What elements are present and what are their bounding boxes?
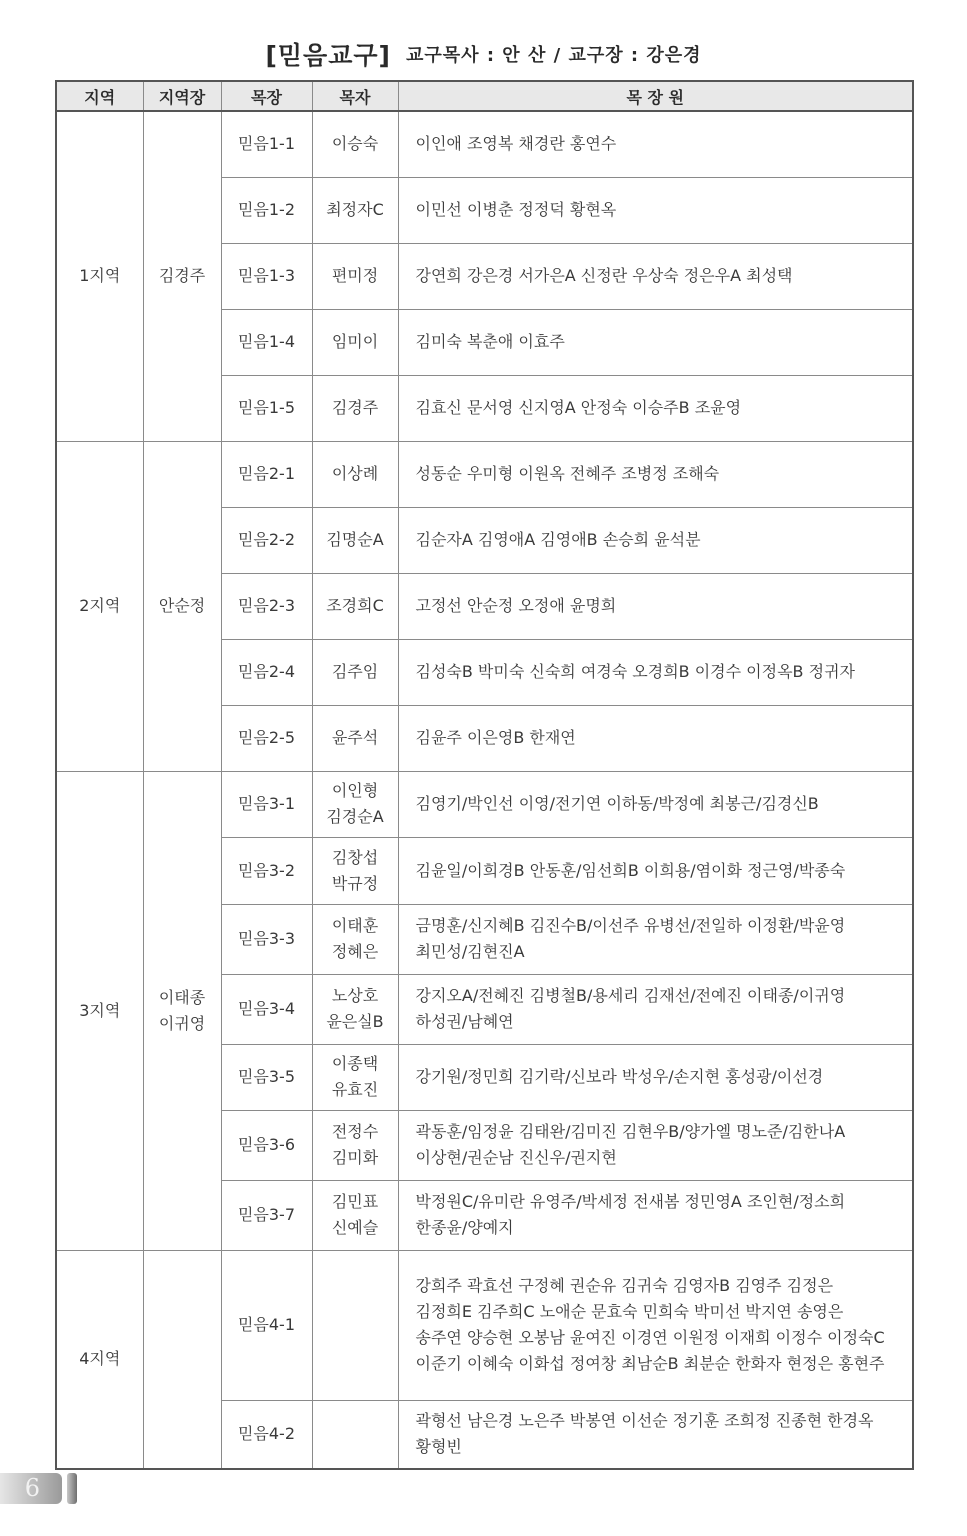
members-line: 김윤일/이희경B 안동훈/임선희B 이희용/염이화 정근영/박종숙 — [415, 860, 846, 880]
members-line: 이준기 이혜숙 이화섭 정여창 최남순B 최분순 한화자 현정은 홍현주 — [415, 1354, 885, 1373]
shepherd-name: 정혜은 — [331, 942, 379, 961]
shepherd-cell — [312, 1110, 398, 1180]
region-cell: 4지역 — [56, 1250, 143, 1469]
members-line: 강희주 곽효선 구정혜 권순유 김귀숙 김영자B 김영주 김정은 — [415, 1276, 834, 1295]
members-cell: 김미숙 복춘애 이효주 — [398, 309, 913, 375]
members-cell: 이인애 조영복 채경란 홍연수 — [398, 111, 913, 177]
members-cell: 김순자A 김영애A 김영애B 손승희 윤석분 — [398, 507, 913, 573]
members-cell: 강연희 강은경 서가은A 신정란 우상숙 정은우A 최성택 — [398, 243, 913, 309]
group-cell: 믿음3-3 — [221, 904, 312, 974]
group-cell: 믿음3-4 — [221, 974, 312, 1044]
group-cell: 믿음4-2 — [221, 1400, 312, 1469]
shepherd-cell: 편미정 — [312, 243, 398, 309]
members-cell — [398, 1400, 913, 1469]
shepherd-cell: 윤주석 — [312, 705, 398, 771]
members-cell: 성동순 우미형 이원옥 전혜주 조병정 조해숙 — [398, 441, 913, 507]
members-line: 강기원/정민희 김기락/신보라 박성우/손지현 홍성광/이선경 — [415, 1067, 824, 1086]
region-leader-name: 이귀영 — [158, 1013, 206, 1033]
group-cell: 믿음3-2 — [221, 837, 312, 904]
shepherd-cell — [312, 1400, 398, 1469]
members-line: 이상현/권순남 진신우/권지현 — [415, 1148, 617, 1167]
column-header-group: 목장 — [221, 81, 312, 111]
members-cell: 김효신 문서영 신지영A 안정숙 이승주B 조윤영 — [398, 375, 913, 441]
shepherd-cell — [312, 1044, 398, 1110]
members-line: 최민성/김현진A — [415, 942, 525, 961]
members-cell — [398, 1180, 913, 1250]
group-cell: 믿음2-3 — [221, 573, 312, 639]
members-line: 김정희E 김주희C 노애순 문효숙 민희숙 박미선 박지연 송영은 — [415, 1302, 844, 1321]
members-line: 한종윤/양예지 — [415, 1218, 514, 1237]
page-header — [0, 36, 967, 72]
table-header-row — [56, 81, 913, 111]
shepherd-cell: 최정자C — [312, 177, 398, 243]
region-leader-cell — [143, 1250, 221, 1469]
region-cell: 3지역 — [56, 771, 143, 1250]
shepherd-cell — [312, 837, 398, 904]
shepherd-name: 이태훈 — [331, 916, 379, 935]
region-leader-cell: 김경주 — [143, 111, 221, 441]
region-leader-cell: 안순정 — [143, 441, 221, 771]
group-cell: 믿음2-5 — [221, 705, 312, 771]
shepherd-cell: 이승숙 — [312, 111, 398, 177]
shepherd-name: 노상호 — [331, 986, 379, 1005]
members-cell — [398, 1110, 913, 1180]
column-header-shepherd: 목자 — [312, 81, 398, 111]
roster-table — [55, 80, 914, 1470]
table-row — [56, 441, 913, 507]
group-cell: 믿음3-5 — [221, 1044, 312, 1110]
shepherd-cell: 조경희C — [312, 573, 398, 639]
page-number: 6 — [24, 1474, 40, 1502]
members-cell — [398, 771, 913, 837]
group-cell: 믿음2-4 — [221, 639, 312, 705]
group-cell: 믿음1-3 — [221, 243, 312, 309]
shepherd-cell — [312, 904, 398, 974]
members-line: 하성권/남혜연 — [415, 1012, 514, 1031]
shepherd-name: 신예슬 — [331, 1218, 379, 1237]
shepherd-name: 김경순A — [326, 807, 384, 826]
shepherd-name: 이인형 — [331, 781, 379, 800]
shepherd-cell — [312, 974, 398, 1044]
members-line: 김영기/박인선 이영/전기연 이하동/박정예 최봉근/김경신B — [415, 794, 819, 813]
shepherd-name: 김미화 — [331, 1148, 379, 1167]
members-cell — [398, 837, 913, 904]
region-leader-name: 이태종 — [158, 987, 206, 1007]
column-header-region: 지역 — [56, 81, 143, 111]
members-cell: 이민선 이병춘 정정덕 황현옥 — [398, 177, 913, 243]
group-cell: 믿음3-7 — [221, 1180, 312, 1250]
members-cell — [398, 904, 913, 974]
shepherd-cell: 김주임 — [312, 639, 398, 705]
region-cell: 2지역 — [56, 441, 143, 771]
members-cell — [398, 974, 913, 1044]
district-subtitle: 교구목사 : 안 산 / 교구장 : 강은경 — [406, 45, 702, 66]
shepherd-name: 윤은실B — [326, 1012, 384, 1031]
group-cell: 믿음1-1 — [221, 111, 312, 177]
shepherd-cell — [312, 1250, 398, 1400]
page-number-tab — [0, 1473, 62, 1504]
table-row — [56, 111, 913, 177]
members-line: 박정원C/유미란 유영주/박세정 전새봄 정민영A 조인현/정소희 — [415, 1192, 846, 1211]
shepherd-name: 박규정 — [331, 873, 379, 893]
shepherd-cell: 이상례 — [312, 441, 398, 507]
shepherd-name: 김창섭 — [331, 847, 379, 867]
members-line: 송주연 양승현 오봉남 윤여진 이경연 이원정 이재희 이정수 이정숙C — [415, 1328, 885, 1347]
column-header-region-leader: 지역장 — [143, 81, 221, 111]
members-cell — [398, 1044, 913, 1110]
members-cell: 김성숙B 박미숙 신숙희 여경숙 오경희B 이경수 이정옥B 정귀자 — [398, 639, 913, 705]
shepherd-name: 이종택 — [331, 1054, 379, 1073]
shepherd-cell: 김경주 — [312, 375, 398, 441]
table-row — [56, 1250, 913, 1400]
column-header-members: 목 장 원 — [398, 81, 913, 111]
group-cell: 믿음2-1 — [221, 441, 312, 507]
members-line: 곽형선 남은경 노은주 박봉연 이선순 정기훈 조희정 진종현 한경옥 — [415, 1411, 874, 1431]
shepherd-name: 전정수 — [331, 1122, 379, 1141]
group-cell: 믿음1-5 — [221, 375, 312, 441]
members-cell: 고정선 안순정 오정애 윤명희 — [398, 573, 913, 639]
members-line: 금명훈/신지혜B 김진수B/이선주 유병선/전일하 이정환/박윤영 — [415, 916, 846, 935]
shepherd-cell — [312, 771, 398, 837]
shepherd-cell: 김명순A — [312, 507, 398, 573]
members-cell: 김윤주 이은영B 한재연 — [398, 705, 913, 771]
group-cell: 믿음3-6 — [221, 1110, 312, 1180]
region-cell: 1지역 — [56, 111, 143, 441]
shepherd-cell: 임미이 — [312, 309, 398, 375]
shepherd-cell — [312, 1180, 398, 1250]
members-cell — [398, 1250, 913, 1400]
shepherd-name: 김민표 — [331, 1192, 379, 1211]
group-cell: 믿음4-1 — [221, 1250, 312, 1400]
group-cell: 믿음2-2 — [221, 507, 312, 573]
shepherd-name: 유효진 — [331, 1080, 379, 1099]
group-cell: 믿음1-4 — [221, 309, 312, 375]
district-title: [믿음교구] — [265, 41, 391, 70]
region-leader-cell — [143, 771, 221, 1250]
page-tab-decoration — [67, 1473, 77, 1504]
group-cell: 믿음1-2 — [221, 177, 312, 243]
members-line: 강지오A/전혜진 김병철B/용세리 김재선/전예진 이태종/이귀영 — [415, 986, 846, 1005]
table-row — [56, 771, 913, 837]
members-line: 황형빈 — [415, 1437, 462, 1457]
group-cell: 믿음3-1 — [221, 771, 312, 837]
members-line: 곽동훈/임정윤 김태완/김미진 김현우B/양가엘 명노준/김한나A — [415, 1122, 846, 1141]
